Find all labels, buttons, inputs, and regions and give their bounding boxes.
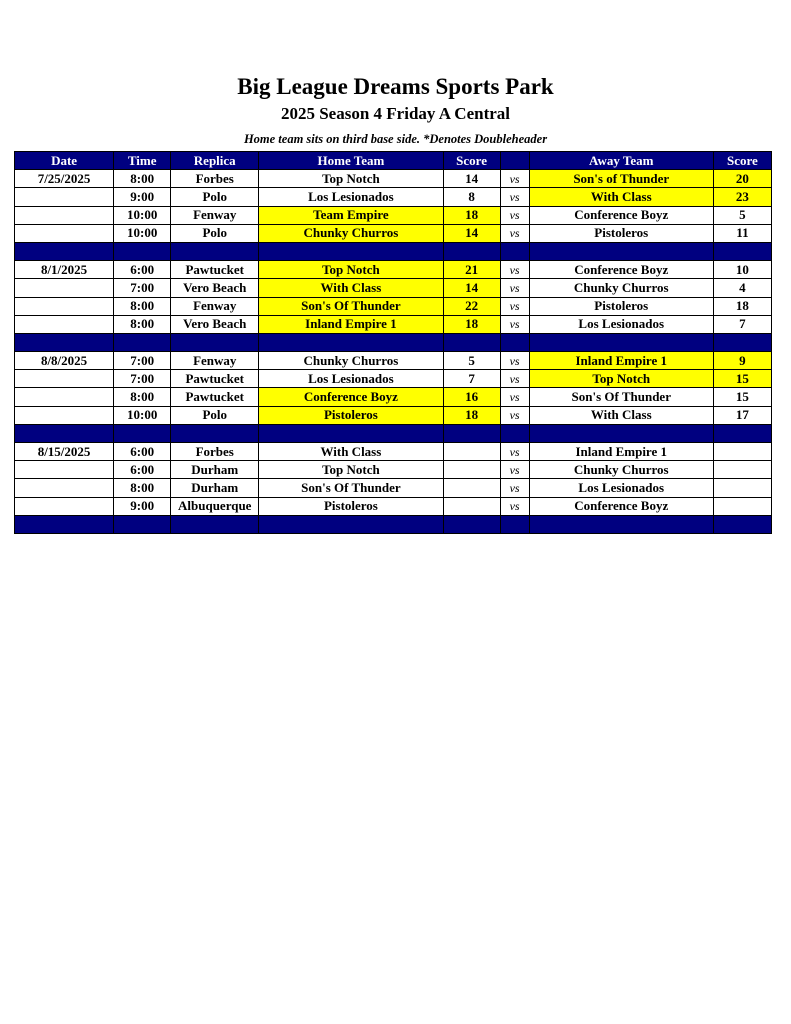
replica-cell: Pawtucket xyxy=(171,388,259,406)
away-score-cell: 17 xyxy=(713,406,771,424)
away-team-cell: With Class xyxy=(529,188,713,206)
separator-cell xyxy=(259,242,443,260)
away-team-cell: Pistoleros xyxy=(529,224,713,242)
time-cell: 9:00 xyxy=(114,188,171,206)
home-team-cell: Los Lesionados xyxy=(259,370,443,388)
separator-cell xyxy=(15,424,114,442)
home-score-cell: 16 xyxy=(443,388,500,406)
replica-cell: Fenway xyxy=(171,352,259,370)
replica-cell: Polo xyxy=(171,188,259,206)
home-team-cell: With Class xyxy=(259,279,443,297)
col-header-away-team: Away Team xyxy=(529,152,713,170)
separator-cell xyxy=(259,333,443,351)
separator-cell xyxy=(171,242,259,260)
vs-label: vs xyxy=(500,170,529,188)
replica-cell: Fenway xyxy=(171,297,259,315)
separator-cell xyxy=(443,242,500,260)
home-team-cell: Inland Empire 1 xyxy=(259,315,443,333)
doubleheader-note: Home team sits on third base side. *Denotes Doubleheader xyxy=(243,132,548,146)
away-score-cell: 9 xyxy=(713,352,771,370)
vs-label: vs xyxy=(500,315,529,333)
home-team-cell: Pistoleros xyxy=(259,406,443,424)
page-subtitle: 2025 Season 4 Friday A Central xyxy=(280,104,511,123)
game-row xyxy=(15,297,772,315)
game-row xyxy=(15,443,772,461)
time-cell: 8:00 xyxy=(114,315,171,333)
week-separator-row xyxy=(15,515,772,533)
home-score-cell xyxy=(443,443,500,461)
time-cell: 10:00 xyxy=(114,406,171,424)
time-cell: 6:00 xyxy=(114,461,171,479)
separator-cell xyxy=(529,515,713,533)
game-row xyxy=(15,352,772,370)
separator-cell xyxy=(15,515,114,533)
away-team-cell: With Class xyxy=(529,406,713,424)
separator-cell xyxy=(529,424,713,442)
time-cell: 8:00 xyxy=(114,297,171,315)
replica-cell: Durham xyxy=(171,479,259,497)
game-row xyxy=(15,188,772,206)
separator-cell xyxy=(171,333,259,351)
home-team-cell: Son's Of Thunder xyxy=(259,479,443,497)
home-score-cell xyxy=(443,497,500,515)
time-cell: 10:00 xyxy=(114,224,171,242)
time-cell: 6:00 xyxy=(114,443,171,461)
time-cell: 7:00 xyxy=(114,352,171,370)
separator-cell xyxy=(114,515,171,533)
away-score-cell: 15 xyxy=(713,388,771,406)
separator-cell xyxy=(713,424,771,442)
home-team-cell: Top Notch xyxy=(259,461,443,479)
time-cell: 10:00 xyxy=(114,206,171,224)
away-team-cell: Son's Of Thunder xyxy=(529,388,713,406)
week-separator-row xyxy=(15,424,772,442)
home-score-cell xyxy=(443,479,500,497)
col-header-vs xyxy=(500,152,529,170)
away-team-cell: Chunky Churros xyxy=(529,279,713,297)
game-row xyxy=(15,279,772,297)
replica-cell: Forbes xyxy=(171,170,259,188)
schedule-table xyxy=(14,151,772,534)
date-cell xyxy=(15,297,114,315)
home-score-cell: 14 xyxy=(443,279,500,297)
separator-cell xyxy=(713,242,771,260)
col-header-time: Time xyxy=(114,152,171,170)
home-score-cell: 7 xyxy=(443,370,500,388)
home-score-cell: 21 xyxy=(443,261,500,279)
home-score-cell: 18 xyxy=(443,406,500,424)
game-row xyxy=(15,497,772,515)
col-header-home-score: Score xyxy=(443,152,500,170)
separator-cell xyxy=(500,515,529,533)
time-cell: 8:00 xyxy=(114,170,171,188)
away-team-cell: Pistoleros xyxy=(529,297,713,315)
game-row xyxy=(15,170,772,188)
page-title: Big League Dreams Sports Park xyxy=(237,74,554,99)
date-cell: 7/25/2025 xyxy=(15,170,114,188)
vs-label: vs xyxy=(500,261,529,279)
away-team-cell: Inland Empire 1 xyxy=(529,352,713,370)
home-score-cell xyxy=(443,461,500,479)
game-row xyxy=(15,461,772,479)
time-cell: 7:00 xyxy=(114,279,171,297)
away-score-cell: 20 xyxy=(713,170,771,188)
replica-cell: Albuquerque xyxy=(171,497,259,515)
game-row xyxy=(15,406,772,424)
replica-cell: Polo xyxy=(171,406,259,424)
vs-label: vs xyxy=(500,188,529,206)
separator-cell xyxy=(443,333,500,351)
separator-cell xyxy=(529,333,713,351)
game-row xyxy=(15,388,772,406)
home-score-cell: 22 xyxy=(443,297,500,315)
separator-cell xyxy=(500,242,529,260)
separator-cell xyxy=(443,515,500,533)
separator-cell xyxy=(500,333,529,351)
away-score-cell xyxy=(713,443,771,461)
home-team-cell: Top Notch xyxy=(259,170,443,188)
home-team-cell: Team Empire xyxy=(259,206,443,224)
date-cell: 8/8/2025 xyxy=(15,352,114,370)
away-score-cell: 7 xyxy=(713,315,771,333)
game-row xyxy=(15,261,772,279)
game-row xyxy=(15,370,772,388)
home-score-cell: 5 xyxy=(443,352,500,370)
date-cell xyxy=(15,224,114,242)
away-score-cell: 10 xyxy=(713,261,771,279)
separator-cell xyxy=(114,242,171,260)
away-team-cell: Inland Empire 1 xyxy=(529,443,713,461)
away-score-cell: 23 xyxy=(713,188,771,206)
replica-cell: Pawtucket xyxy=(171,261,259,279)
away-score-cell: 18 xyxy=(713,297,771,315)
home-score-cell: 18 xyxy=(443,315,500,333)
game-row xyxy=(15,479,772,497)
replica-cell: Pawtucket xyxy=(171,370,259,388)
time-cell: 8:00 xyxy=(114,479,171,497)
date-cell xyxy=(15,479,114,497)
home-team-cell: With Class xyxy=(259,443,443,461)
date-cell xyxy=(15,497,114,515)
game-row xyxy=(15,315,772,333)
vs-label: vs xyxy=(500,479,529,497)
vs-label: vs xyxy=(500,388,529,406)
header-row xyxy=(15,152,772,170)
vs-label: vs xyxy=(500,297,529,315)
separator-cell xyxy=(114,424,171,442)
date-cell xyxy=(15,279,114,297)
time-cell: 6:00 xyxy=(114,261,171,279)
vs-label: vs xyxy=(500,461,529,479)
game-row xyxy=(15,224,772,242)
away-team-cell: Los Lesionados xyxy=(529,479,713,497)
home-score-cell: 14 xyxy=(443,170,500,188)
vs-label: vs xyxy=(500,497,529,515)
home-team-cell: Chunky Churros xyxy=(259,352,443,370)
col-header-home-team: Home Team xyxy=(259,152,443,170)
col-header-away-score: Score xyxy=(713,152,771,170)
home-score-cell: 14 xyxy=(443,224,500,242)
replica-cell: Polo xyxy=(171,224,259,242)
away-score-cell: 4 xyxy=(713,279,771,297)
replica-cell: Vero Beach xyxy=(171,279,259,297)
separator-cell xyxy=(15,242,114,260)
away-score-cell: 11 xyxy=(713,224,771,242)
away-team-cell: Top Notch xyxy=(529,370,713,388)
vs-label: vs xyxy=(500,279,529,297)
home-score-cell: 18 xyxy=(443,206,500,224)
away-team-cell: Son's of Thunder xyxy=(529,170,713,188)
separator-cell xyxy=(171,515,259,533)
separator-cell xyxy=(443,424,500,442)
separator-cell xyxy=(500,424,529,442)
game-row xyxy=(15,206,772,224)
separator-cell xyxy=(259,424,443,442)
away-team-cell: Conference Boyz xyxy=(529,497,713,515)
date-cell xyxy=(15,461,114,479)
home-team-cell: Los Lesionados xyxy=(259,188,443,206)
time-cell: 7:00 xyxy=(114,370,171,388)
time-cell: 9:00 xyxy=(114,497,171,515)
home-team-cell: Pistoleros xyxy=(259,497,443,515)
separator-cell xyxy=(171,424,259,442)
date-cell xyxy=(15,315,114,333)
replica-cell: Fenway xyxy=(171,206,259,224)
away-team-cell: Conference Boyz xyxy=(529,206,713,224)
home-score-cell: 8 xyxy=(443,188,500,206)
vs-label: vs xyxy=(500,352,529,370)
vs-label: vs xyxy=(500,206,529,224)
away-score-cell: 15 xyxy=(713,370,771,388)
away-score-cell: 5 xyxy=(713,206,771,224)
schedule-body xyxy=(15,170,772,534)
date-cell xyxy=(15,206,114,224)
replica-cell: Forbes xyxy=(171,443,259,461)
away-score-cell xyxy=(713,461,771,479)
away-team-cell: Chunky Churros xyxy=(529,461,713,479)
time-cell: 8:00 xyxy=(114,388,171,406)
vs-label: vs xyxy=(500,224,529,242)
away-team-cell: Conference Boyz xyxy=(529,261,713,279)
separator-cell xyxy=(15,333,114,351)
separator-cell xyxy=(114,333,171,351)
away-score-cell xyxy=(713,497,771,515)
separator-cell xyxy=(713,333,771,351)
replica-cell: Durham xyxy=(171,461,259,479)
vs-label: vs xyxy=(500,406,529,424)
vs-label: vs xyxy=(500,370,529,388)
date-cell: 8/15/2025 xyxy=(15,443,114,461)
date-cell xyxy=(15,370,114,388)
home-team-cell: Son's Of Thunder xyxy=(259,297,443,315)
date-cell xyxy=(15,406,114,424)
away-score-cell xyxy=(713,479,771,497)
separator-cell xyxy=(259,515,443,533)
col-header-replica: Replica xyxy=(171,152,259,170)
away-team-cell: Los Lesionados xyxy=(529,315,713,333)
date-cell xyxy=(15,388,114,406)
separator-cell xyxy=(529,242,713,260)
week-separator-row xyxy=(15,242,772,260)
replica-cell: Vero Beach xyxy=(171,315,259,333)
vs-label: vs xyxy=(500,443,529,461)
home-team-cell: Chunky Churros xyxy=(259,224,443,242)
separator-cell xyxy=(713,515,771,533)
date-cell xyxy=(15,188,114,206)
col-header-date: Date xyxy=(15,152,114,170)
date-cell: 8/1/2025 xyxy=(15,261,114,279)
week-separator-row xyxy=(15,333,772,351)
home-team-cell: Top Notch xyxy=(259,261,443,279)
home-team-cell: Conference Boyz xyxy=(259,388,443,406)
